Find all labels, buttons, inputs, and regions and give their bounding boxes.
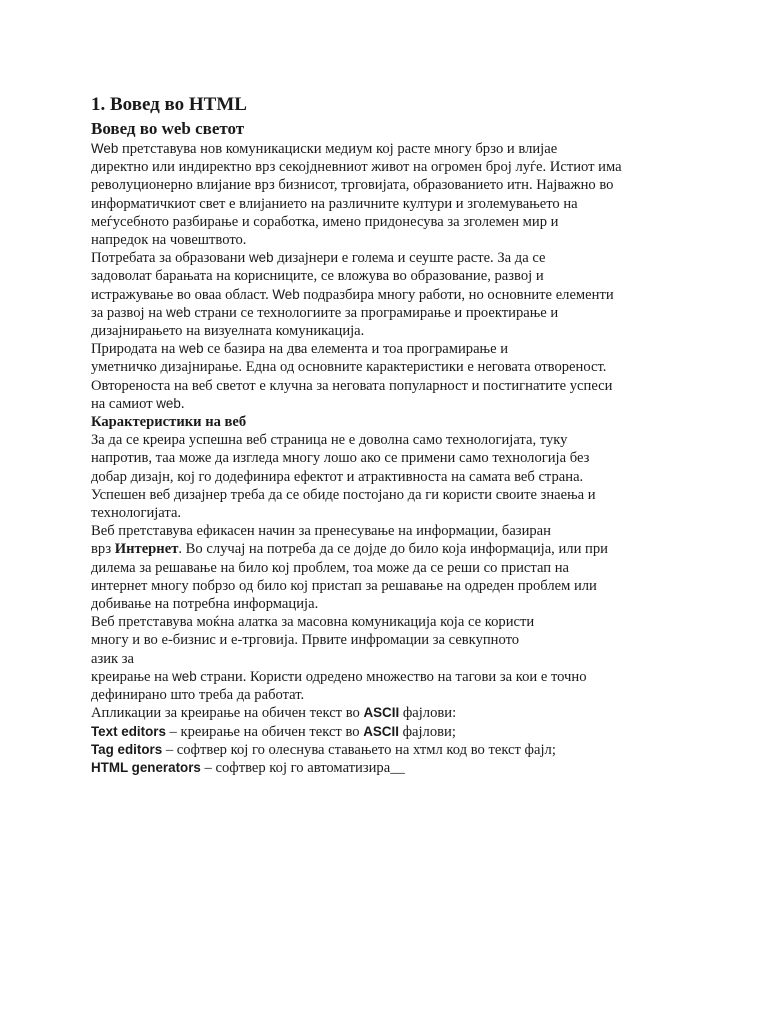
text-line bbox=[91, 249, 731, 267]
text-run: страни. Користи одредено множество на тагови за кои е точно bbox=[196, 668, 587, 685]
paragraph-text bbox=[91, 140, 731, 777]
text-line bbox=[91, 158, 731, 176]
text-run: револуционерно влијание врз бизнисот, трговијата, образованието итн. Најважно во bbox=[91, 177, 614, 194]
text-run: ASCII bbox=[363, 723, 399, 739]
text-run: претставува нов комуникациски медиум кој расте многу брзо и влијае bbox=[118, 141, 558, 157]
text-run: подразбира многу работи, но основните елементи bbox=[299, 286, 614, 303]
text-run: – софтвер кој го олеснува ставањето на хтмл код во текст фајл; bbox=[162, 741, 556, 758]
text-line bbox=[91, 286, 731, 304]
text-run: задоволат барањата на корисниците, се вложува во образование, развој и bbox=[91, 268, 544, 285]
text-run: дизајнирањето на визуелната комуникација. bbox=[91, 323, 365, 340]
text-run: Потребата за образовани bbox=[91, 250, 249, 267]
text-run: ASCII bbox=[363, 705, 400, 721]
text-line bbox=[91, 504, 731, 522]
text-run: web bbox=[156, 395, 181, 411]
text-run: креирање на bbox=[91, 668, 173, 685]
text-run: HTML generators bbox=[91, 759, 201, 775]
text-line bbox=[91, 577, 731, 595]
text-run: Успешен веб дизајнер треба да се обиде постојано да ги користи своите знаења и bbox=[91, 486, 596, 503]
text-run: . bbox=[180, 395, 185, 412]
text-line bbox=[91, 486, 731, 504]
text-run: Tag editors bbox=[91, 741, 163, 757]
text-run: се базира на два елемента и тоа програмирање и bbox=[203, 341, 509, 358]
text-line bbox=[91, 595, 731, 613]
text-line bbox=[91, 195, 731, 213]
text-run: Природата на bbox=[91, 341, 179, 358]
text-line bbox=[91, 267, 731, 285]
text-run: информатичкиот свет е влијанието на различните култури и зголемувањето на bbox=[91, 195, 578, 212]
text-line bbox=[91, 650, 731, 668]
text-run: Овтореноста на веб светот е клучна за неговата популарност и постигнатите успеси bbox=[91, 377, 613, 394]
text-run: истражување во оваа област. bbox=[91, 286, 273, 303]
text-run: меѓусебното разбирање и соработка, имено придонесува за зголемен мир и bbox=[91, 213, 559, 230]
text-line bbox=[91, 468, 731, 486]
text-run: Веб претставува ефикасен начин за пренесување на информации, базиран bbox=[91, 523, 551, 540]
section-heading: Вовед во web светот bbox=[91, 119, 245, 138]
text-line bbox=[91, 322, 731, 340]
text-run: многу и во е-бизнис и е-трговија. Првите инфромации за севкупното bbox=[91, 632, 520, 649]
text-run: добар дизајн, кој го додефинира ефектот и атрактивноста на самата веб страна. bbox=[91, 468, 584, 485]
text-line bbox=[91, 395, 731, 413]
text-line bbox=[91, 741, 731, 759]
text-run: врз bbox=[91, 541, 115, 558]
text-run: дилема за решавање на било кој проблем, тоа може да се реши со пристап на bbox=[91, 559, 569, 576]
text-run: web bbox=[178, 341, 204, 357]
text-line bbox=[91, 176, 731, 194]
text-run: дефинирано што треба да работат. bbox=[91, 687, 305, 704]
text-run: азик за bbox=[91, 650, 135, 667]
text-line bbox=[91, 231, 731, 249]
text-line bbox=[91, 613, 731, 631]
text-line bbox=[91, 631, 731, 649]
text-run: За да се креира успешна веб страница не е доволна само технологијата, туку bbox=[91, 432, 568, 449]
text-line bbox=[91, 213, 731, 231]
text-run: – креирање на обичен текст во bbox=[165, 723, 364, 740]
text-run: на самиот bbox=[91, 395, 157, 412]
text-line bbox=[91, 304, 731, 322]
text-run: уметничко дизајнирање. Една од основните карактеристики е неговата отвореност. bbox=[91, 359, 607, 376]
text-run: Веб претставува моќна алатка за масовна комуникација која се користи bbox=[91, 614, 535, 631]
page-title: 1. Вовед во HTML bbox=[91, 94, 247, 115]
text-run: фајлови: bbox=[399, 705, 457, 722]
text-run: web bbox=[172, 668, 197, 684]
text-line bbox=[91, 540, 731, 558]
text-run: интернет многу побрзо од било кој пристап за решавање на одреден проблем или bbox=[91, 577, 597, 594]
text-line bbox=[91, 340, 731, 358]
text-line bbox=[91, 358, 731, 376]
text-run: Text editors bbox=[91, 723, 166, 739]
text-run: Карактеристики на веб bbox=[91, 414, 247, 431]
text-line bbox=[91, 723, 731, 741]
text-run: добивање на потребна информација. bbox=[91, 596, 319, 613]
text-line bbox=[91, 686, 731, 704]
text-run: web bbox=[249, 250, 274, 266]
text-run: напротив, таа може да изгледа многу лошо ако се примени само технологија без bbox=[91, 450, 590, 467]
text-line bbox=[91, 559, 731, 577]
text-run: . Во случај на потреба да се дојде до било која информација, или при bbox=[178, 541, 608, 558]
text-run: директно или индиректно врз секојдневниот живот на огромен број луѓе. Истиот има bbox=[91, 159, 622, 176]
text-run: технологијата. bbox=[91, 505, 182, 522]
text-line bbox=[91, 759, 731, 777]
text-line bbox=[91, 413, 731, 431]
text-run: web bbox=[166, 304, 191, 320]
text-run: фајлови; bbox=[398, 723, 456, 740]
text-line bbox=[91, 431, 731, 449]
text-run: Апликации за креирање на обичен текст во bbox=[91, 705, 364, 722]
text-run: за развој на bbox=[91, 304, 167, 321]
text-line bbox=[91, 449, 731, 467]
text-run: дизајнери е голема и сеуште расте. За да се bbox=[273, 250, 546, 267]
text-run: Web bbox=[272, 286, 300, 302]
text-run: Web bbox=[91, 141, 119, 156]
text-run: напредок на човештвото. bbox=[91, 232, 247, 249]
text-line bbox=[91, 668, 731, 686]
text-run: страни се технологиите за програмирање и проектирање и bbox=[190, 304, 559, 321]
document-body bbox=[91, 93, 731, 777]
text-run: – софтвер кој го автоматизира__ bbox=[200, 759, 405, 776]
text-line bbox=[91, 704, 731, 722]
text-line bbox=[91, 522, 731, 540]
text-run: Интернет bbox=[114, 541, 179, 558]
text-line bbox=[91, 140, 731, 158]
text-line bbox=[91, 377, 731, 395]
